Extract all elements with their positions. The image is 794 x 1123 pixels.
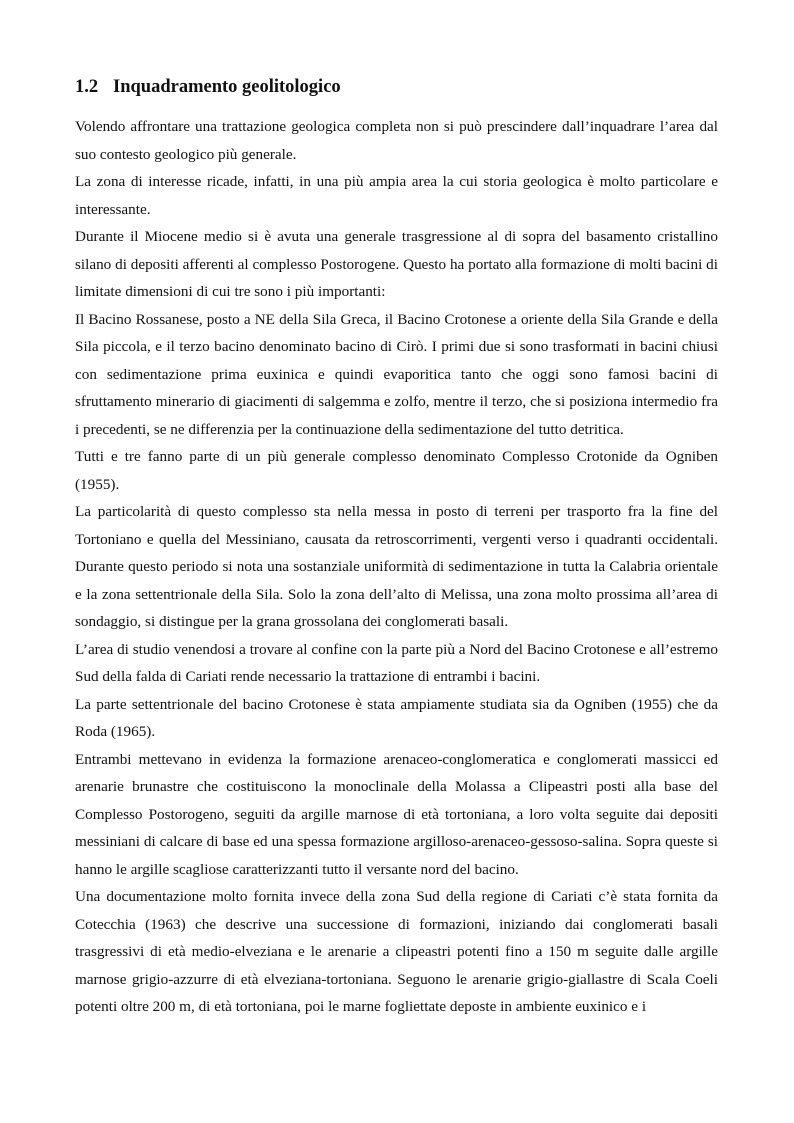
paragraph: Entrambi mettevano in evidenza la formazione arenaceo-conglomeratica e conglomerati massicci ed arenarie brunastre che costituiscono la monoclinale della Molassa a Clipeastri posti alla base del Complesso Postorogeno, seguiti da argille marnose di età tortoniana, a loro volta seguite dai depositi messiniani di calcare di base ed una spessa formazione argilloso-arenaceo-gessoso-salina. Sopra queste si hanno le argille scagliose caratterizzanti tutto il versante nord del bacino. [75, 750, 718, 878]
section-number: 1.2 [75, 77, 99, 97]
paragraph: Volendo affrontare una trattazione geologica completa non si può prescindere dall’inquadrare l’area dal suo contesto geologico più generale. [75, 118, 718, 163]
section-title: Inquadramento geolitologico [113, 77, 341, 97]
paragraph: L’area di studio venendosi a trovare al confine con la parte più a Nord del Bacino Crotonese e all’estremo Sud della falda di Cariati rende necessario la trattazione di entrambi i bacini. [75, 640, 718, 685]
paragraph: Il Bacino Rossanese, posto a NE della Sila Greca, il Bacino Crotonese a oriente della Sila Grande e della Sila piccola, e il terzo bacino denominato bacino di Cirò. I primi due si sono trasformati in bacini chiusi con sedimentazione prima euxinica e quindi evaporitica tanto che oggi sono famosi bacini di sfruttamento minerario di giacimenti di salgemma e zolfo, mentre il terzo, che si posiziona intermedio fra i precedenti, se ne differenzia per la continuazione della sedimentazione del tutto detritica. [75, 310, 718, 438]
section-heading [75, 74, 341, 100]
paragraph: La parte settentrionale del bacino Crotonese è stata ampiamente studiata sia da Ogniben (1955) che da Roda (1965). [75, 695, 718, 740]
paragraph: La zona di interesse ricade, infatti, in una più ampia area la cui storia geologica è molto particolare e interessante. [75, 173, 718, 218]
paragraph: Durante il Miocene medio si è avuta una generale trasgressione al di sopra del basamento cristallino silano di depositi afferenti al complesso Postorogene. Questo ha portato alla formazione di molti bacini di limitate dimensioni di cui tre sono i più importanti: [75, 228, 718, 300]
paragraph: La particolarità di questo complesso sta nella messa in posto di terreni per trasporto fra la fine del Tortoniano e quella del Messiniano, causata da retroscorrimenti, vergenti verso i quadranti occidentali. Durante questo periodo si nota una sostanziale uniformità di sedimentazione in tutta la Calabria orientale e la zona settentrionale della Sila. Solo la zona dell’alto di Melissa, una zona molto prossima all’area di sondaggio, si distingue per la grana grossolana dei conglomerati basali. [75, 503, 718, 630]
paragraph: Una documentazione molto fornita invece della zona Sud della regione di Cariati c’è stata fornita da Cotecchia (1963) che descrive una successione di formazioni, iniziando dai conglomerati basali trasgressivi di età medio-elveziana e le arenarie a clipeastri potenti fino a 150 m seguite dalle argille marnose grigio-azzurre di età elveziana-tortoniana. Seguono le arenarie grigio-giallastre di Scala Coeli potenti oltre 200 m, di età tortoniana, poi le marne fogliettate deposte in ambiente euxinico e i [75, 888, 718, 1015]
body-text [75, 113, 718, 1021]
paragraph: Tutti e tre fanno parte di un più generale complesso denominato Complesso Crotonide da Ogniben (1955). [75, 448, 718, 493]
